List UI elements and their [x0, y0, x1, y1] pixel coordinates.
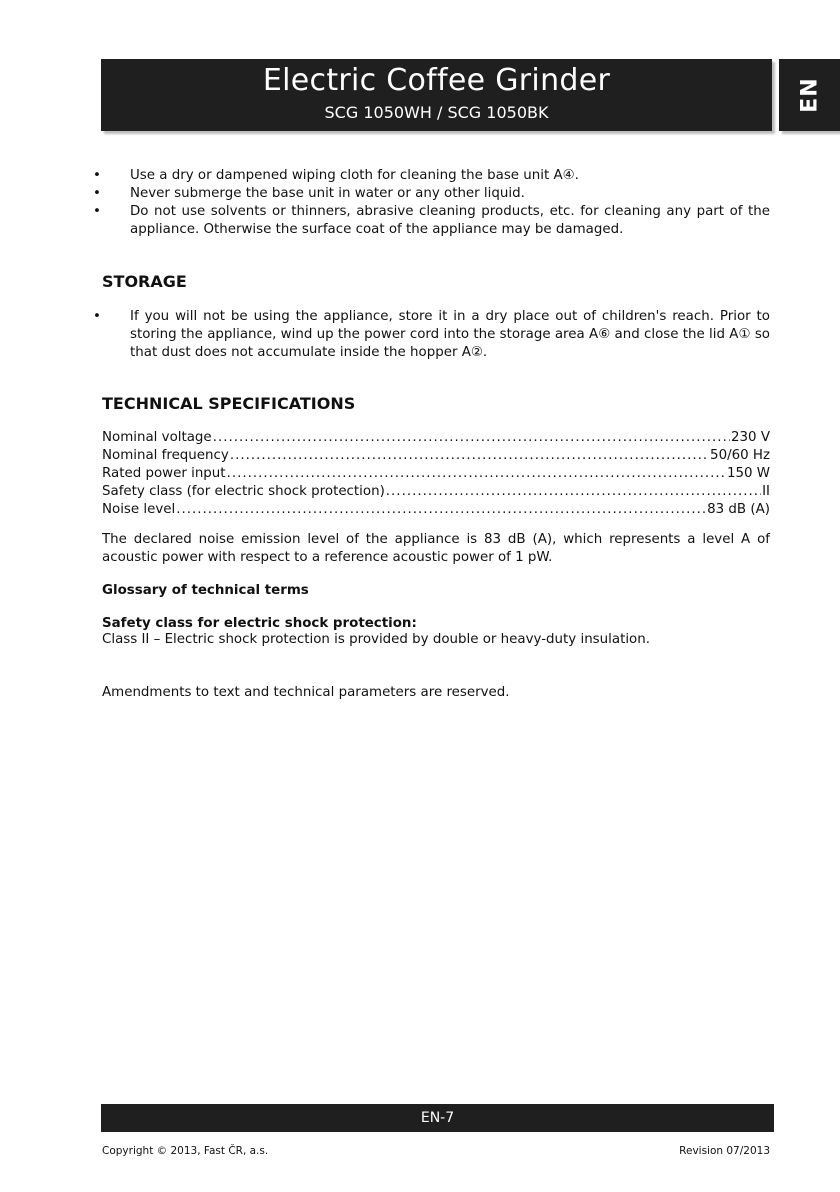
cleaning-section [102, 167, 770, 239]
model-numbers: SCG 1050WH / SCG 1050BK [324, 103, 549, 122]
amendments-note: Amendments to text and technical parameters are reserved. [102, 685, 510, 700]
spec-value: 50/60 Hz [710, 448, 770, 463]
list-item: • Never submerge the base unit in water or any other liquid. [102, 185, 770, 203]
spec-row-safety-class [102, 483, 770, 501]
page-number: EN-7 [420, 1110, 455, 1126]
specs-heading: TECHNICAL SPECIFICATIONS [102, 394, 356, 413]
spec-label: Noise level [102, 502, 176, 517]
storage-section [102, 308, 770, 362]
safety-class-text: Class II – Electric shock protection is provided by double or heavy-duty insulation. [102, 632, 650, 647]
header-banner [101, 59, 772, 131]
storage-heading: STORAGE [102, 272, 187, 291]
leader-dots [386, 483, 761, 501]
revision: Revision 07/2013 [679, 1145, 770, 1157]
spec-row-power [102, 465, 770, 483]
safety-class-title: Safety class for electric shock protection: [102, 616, 417, 631]
document-title: Electric Coffee Grinder [262, 63, 611, 98]
list-item: • If you will not be using the appliance, store it in a dry place out of children's reach. Prior to storing the appliance, wind up the power cord into the storage area A⑥ and close the lid A① so that dust does not accumulate inside the hopper A②. [102, 308, 770, 362]
language-tab [779, 59, 840, 131]
spec-row-noise [102, 501, 770, 519]
copyright: Copyright © 2013, Fast ČR, a.s. [102, 1145, 269, 1157]
footer-bar [101, 1104, 774, 1132]
noise-note: The declared noise emission level of the appliance is 83 dB (A), which represents a level A of acoustic power with respect to a reference acoustic power of 1 pW. [102, 532, 770, 565]
spec-label: Rated power input [102, 466, 226, 481]
spec-label: Nominal frequency [102, 448, 229, 463]
leader-dots [227, 465, 726, 483]
glossary-title: Glossary of technical terms [102, 583, 309, 598]
spec-value: 230 V [731, 430, 770, 445]
spec-row-voltage [102, 429, 770, 447]
spec-value: 83 dB (A) [707, 502, 770, 517]
spec-value: II [762, 484, 770, 499]
list-item: • Do not use solvents or thinners, abrasive cleaning products, etc. for cleaning any part of the appliance. Otherwise the surface coat of the appliance may be damaged. [102, 203, 770, 239]
spec-label: Safety class (for electric shock protection) [102, 484, 385, 499]
spec-row-frequency [102, 447, 770, 465]
list-item: • Use a dry or dampened wiping cloth for cleaning the base unit A④. [102, 167, 770, 185]
specs-table [102, 429, 770, 519]
spec-label: Nominal voltage [102, 430, 212, 445]
leader-dots [213, 429, 730, 447]
leader-dots [176, 501, 706, 519]
leader-dots [230, 447, 709, 465]
spec-value: 150 W [726, 466, 770, 481]
language-tab-label: EN [797, 77, 822, 113]
